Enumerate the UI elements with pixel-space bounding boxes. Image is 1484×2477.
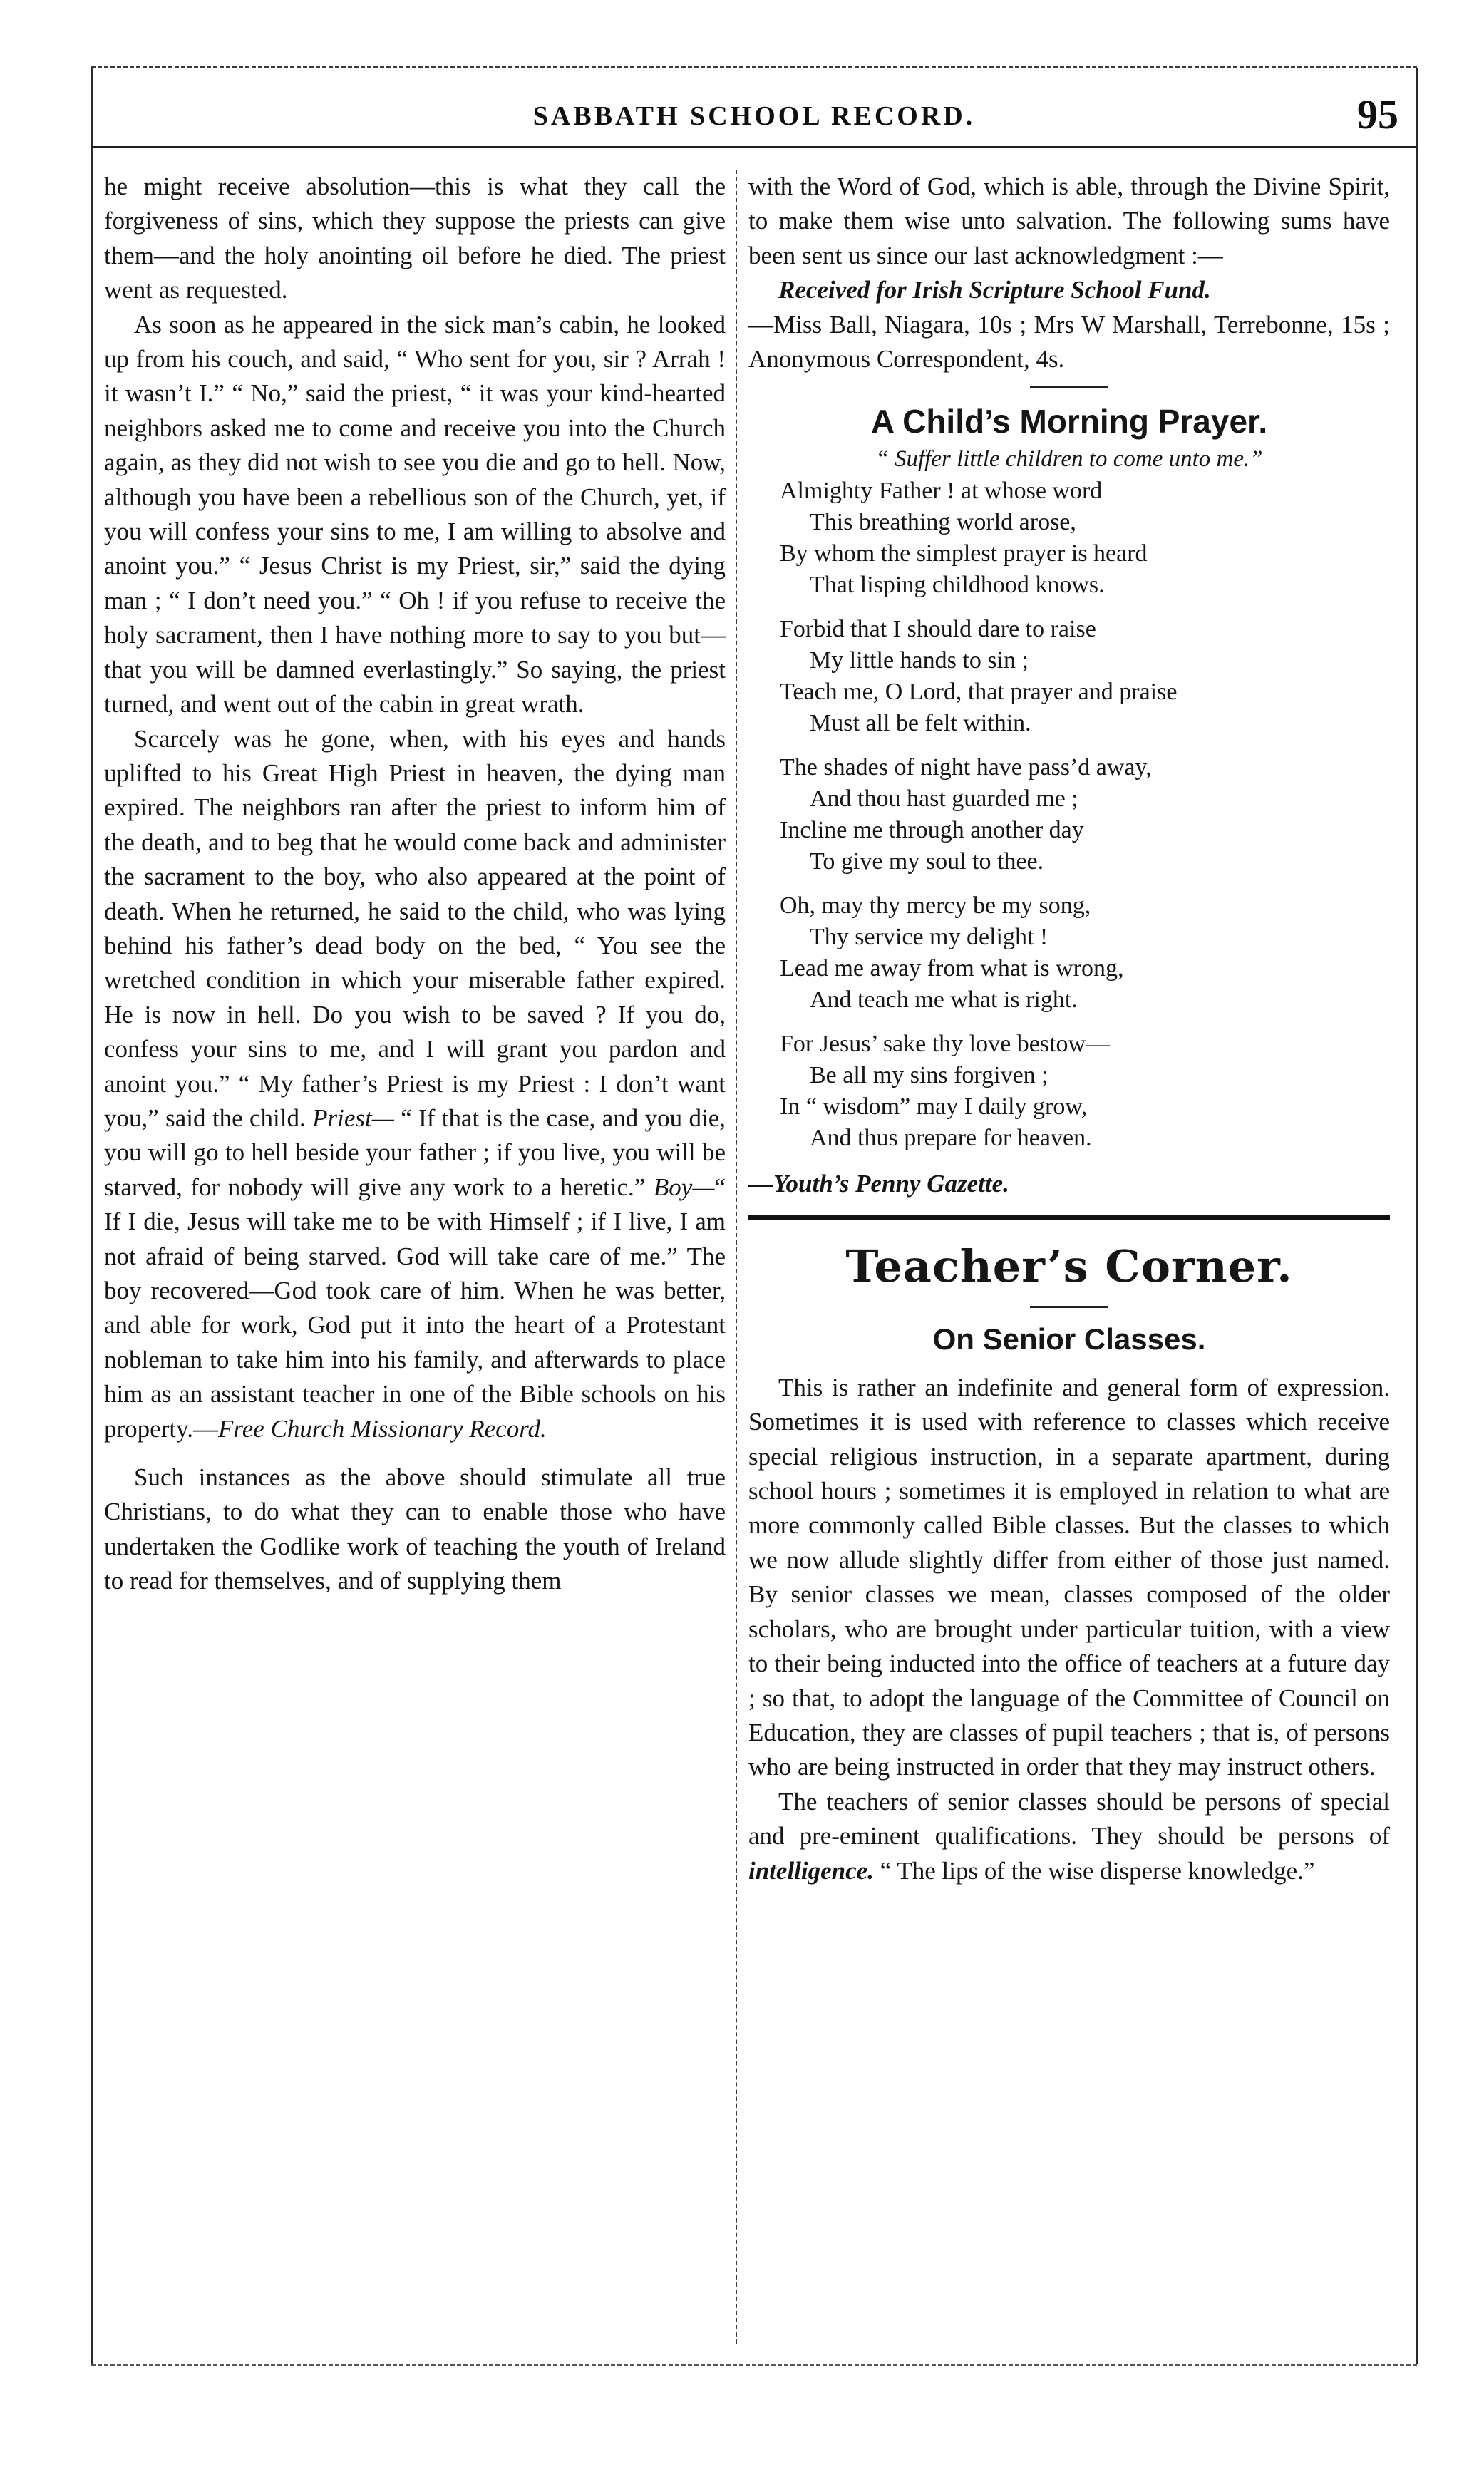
poem-line: And teach me what is right. bbox=[810, 987, 1078, 1014]
fund-contributors: —Miss Ball, Niagara, 10s ; Mrs W Marshall, Terrebonne, 15s ; Anonymous Correspondent, 4s. bbox=[748, 310, 1390, 374]
paragraph-senior-teachers bbox=[748, 1785, 1390, 1888]
short-rule bbox=[1030, 1306, 1108, 1308]
paragraph-word-of-god: with the Word of God, which is able, through the Divine Spirit, to make them wise unto salvation. The following sums have been sent us since our last acknowledgment :— bbox=[748, 172, 1390, 269]
poem-line: Teach me, O Lord, that prayer and praise bbox=[780, 679, 1178, 706]
poem-line: And thus prepare for heaven. bbox=[810, 1125, 1092, 1152]
page-border-bottom bbox=[91, 2364, 1417, 2366]
priest-speech: “ If that is the case, and you die, you will go to hell beside your father ; if you live, you will be starved, for nobody will give any work to a heretic.” bbox=[104, 1103, 726, 1201]
section-rule bbox=[748, 1215, 1390, 1220]
left-column bbox=[104, 170, 726, 2322]
poem-stanza bbox=[780, 614, 1390, 739]
section-heading: Teacher’s Corner. bbox=[845, 1240, 1293, 1292]
page-border-top bbox=[91, 66, 1417, 68]
poem-line: That lisping childhood knows. bbox=[810, 572, 1105, 599]
poem-line: For Jesus’ sake thy love bestow— bbox=[780, 1031, 1111, 1058]
paragraph-absolution: he might receive absolution—this is what they call the forgiveness of sins, which they suppose the priests can give them—and the holy anointing oil before he died. The priest went as requested. bbox=[104, 172, 726, 304]
poem-stanza bbox=[780, 475, 1390, 601]
poem-line: By whom the simplest prayer is heard bbox=[780, 540, 1148, 567]
poem-stanza bbox=[780, 890, 1390, 1016]
poem bbox=[780, 475, 1390, 1154]
emphasis-intelligence: intelligence. bbox=[748, 1856, 874, 1885]
poem-attribution: —Youth’s Penny Gazette. bbox=[748, 1170, 1009, 1198]
poem-line: Lead me away from what is wrong, bbox=[780, 955, 1124, 982]
speaker-priest: Priest— bbox=[312, 1103, 394, 1132]
paragraph-sick-man: As soon as he appeared in the sick man’s cabin, he looked up from his couch, and said, “ Who sent for you, sir ? Arrah ! it wasn’t I.” “ No,” said the priest, “ it was your kind-hearted neighbors asked me to come and receive you into the Church again, as they did not wish to see you die and go to hell. Now, although you have been a rebellious son of the Church, yet, if you will confess your sins to me, I am willing to absolve and anoint you.” “ Jesus Christ is my Priest, sir,” said the dying man ; “ I don’t need you.” “ Oh ! if you refuse to receive the holy sacrament, then I have nothing more to say to you but—that you will be damned everlastingly.” So saying, the priest turned, and went out of the cabin in great wrath. bbox=[104, 310, 726, 719]
poem-line: Thy service my delight ! bbox=[810, 924, 1048, 951]
poem-line: The shades of night have pass’d away, bbox=[780, 754, 1152, 781]
poem-title: A Child’s Morning Prayer. bbox=[870, 403, 1268, 441]
fund-heading: Received for Irish Scripture School Fund. bbox=[778, 276, 1211, 304]
column-divider bbox=[736, 170, 737, 2344]
poem-stanza bbox=[780, 1029, 1390, 1154]
poem-line: Forbid that I should dare to raise bbox=[780, 616, 1096, 643]
poem-line: Almighty Father ! at whose word bbox=[780, 478, 1103, 505]
paragraph-dying-man bbox=[104, 722, 726, 1447]
running-title: SABBATH SCHOOL RECORD. bbox=[532, 101, 976, 131]
poem-line: Be all my sins forgiven ; bbox=[810, 1062, 1048, 1089]
senior-teachers-quote: “ The lips of the wise disperse knowledge.” bbox=[873, 1856, 1315, 1885]
paragraph-dying-man-text: Scarcely was he gone, when, with his eyes and hands uplifted to his Great High Priest in heaven, the dying man expired. The neighbors ran after the priest to inform him of the death, and to beg that he would come back and administer the sacrament to the boy, who also appeared at the point of death. When he returned, he said to the child, who was lying behind his father’s dead body on the bed, “ You see the wretched condition in which your miserable father expired. He is now in hell. Do you wish to be saved ? If you do, confess your sins to me, and I will grant you pardon and anoint you.” “ My father’s Priest is my Priest : I don’t want you,” said the child. bbox=[104, 724, 726, 1132]
short-rule bbox=[1030, 386, 1108, 388]
poem-line: My little hands to sin ; bbox=[810, 647, 1029, 674]
poem-line: And thou hast guarded me ; bbox=[810, 786, 1078, 813]
poem-line: Oh, may thy mercy be my song, bbox=[780, 892, 1091, 920]
boy-speech: “ If I die, Jesus will take me to be with Himself ; if I live, I am not afraid of being starved. God will take care of me.” The boy recovered—God took care of him. When he was better, and able for work, God put it into the heart of a Protestant nobleman to take him into his family, and afterwards to place him as an assistant teacher in one of the Bible schools on his property.— bbox=[104, 1173, 726, 1443]
page-number: 95 bbox=[1357, 91, 1398, 138]
poem-line: This breathing world arose, bbox=[810, 509, 1076, 536]
source-citation: Free Church Missionary Record. bbox=[218, 1414, 547, 1443]
right-column bbox=[748, 170, 1390, 2322]
poem-stanza bbox=[780, 752, 1390, 877]
article-subheading: On Senior Classes. bbox=[932, 1322, 1206, 1356]
speaker-boy: Boy— bbox=[653, 1173, 715, 1201]
poem-line: To give my soul to thee. bbox=[810, 848, 1044, 875]
running-header bbox=[91, 82, 1417, 148]
senior-teachers-text: The teachers of senior classes should be persons of special and pre-eminent qualifications. They should be persons of bbox=[748, 1787, 1390, 1850]
poem-line: Must all be felt within. bbox=[810, 710, 1031, 737]
poem-line: Incline me through another day bbox=[780, 817, 1084, 844]
poem-line: In “ wisdom” may I daily grow, bbox=[780, 1093, 1088, 1121]
paragraph-stimulate: Such instances as the above should stimulate all true Christians, to do what they can to enable those who have undertaken the Godlike work of teaching the youth of Ireland to read for themselves, and of supplying them bbox=[104, 1463, 726, 1595]
poem-epigraph: “ Suffer little children to come unto me.” bbox=[875, 446, 1263, 473]
paragraph-senior-definition: This is rather an indefinite and general form of expression. Sometimes it is used with reference to classes which receive special religious instruction, in a separate apartment, during school hours ; sometimes it is employed in relation to what are more commonly called Bible classes. But the classes to which we now allude slightly differ from either of those just named. By senior classes we mean, classes composed of the older scholars, who are brought under particular tuition, with a view to their being inducted into the office of teachers at a future day ; so that, to adopt the language of the Committee of Council on Education, they are classes of pupil teachers ; that is, of persons who are being instructed in order that they may instruct others. bbox=[748, 1373, 1390, 1781]
